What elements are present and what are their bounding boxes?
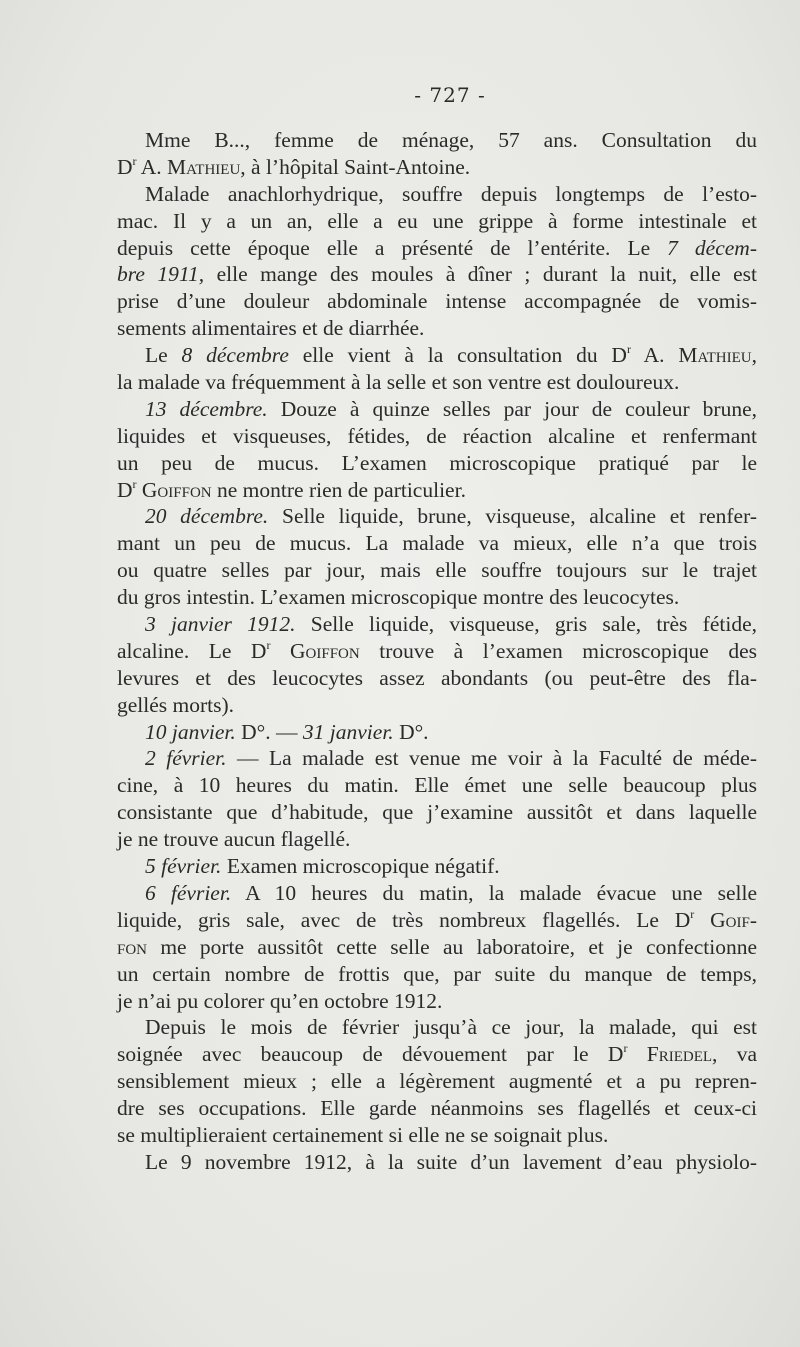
text-segment — [270, 639, 290, 663]
text-line — [117, 934, 757, 961]
superscript: r — [266, 637, 271, 652]
text-line — [117, 315, 757, 342]
text-line — [117, 342, 757, 369]
italic-text: 7 décem- — [667, 235, 757, 260]
small-caps-name: Goiffon — [141, 477, 212, 502]
text-segment: mant un peu de mucus. La malade va mieux, elle n’a que trois — [117, 531, 757, 556]
text-line — [117, 369, 757, 396]
text-line — [117, 611, 757, 638]
text-segment: un peu de mucus. L’examen microscopique pratiqué par le — [117, 450, 757, 475]
text-segment: dre ses occupations. Elle garde néanmoins ses flagellés et ceux-ci — [117, 1096, 757, 1121]
text-segment: trouve à l’examen microscopique des — [359, 638, 758, 663]
superscript: r — [623, 1041, 628, 1056]
text-segment: Douze à quinze selles par jour de couleur brune, — [267, 396, 757, 421]
text-segment: elle vient à la consultation du D — [288, 343, 627, 368]
text-segment: cine, à 10 heures du matin. Elle émet une selle beaucoup plus — [117, 773, 757, 798]
italic-text: 10 janvier. — [145, 719, 236, 744]
text-line — [117, 826, 757, 853]
text-segment: A. — [136, 154, 167, 179]
text-line — [117, 719, 757, 746]
italic-text: 20 décembre. — [145, 504, 269, 529]
text-segment: Le 9 novembre 1912, à la suite d’un lavement d’eau physiolo- — [145, 1149, 757, 1174]
italic-text: 31 janvier. — [302, 719, 394, 744]
text-segment: A 10 heures du matin, la malade évacue une selle — [231, 880, 757, 905]
text-line — [117, 1095, 757, 1122]
text-line — [117, 1122, 757, 1149]
italic-text: 2 février. — [145, 746, 227, 771]
text-line — [117, 853, 757, 880]
text-line — [117, 181, 757, 208]
text-segment: un certain nombre de frottis que, par suite du manque de temps, — [117, 961, 757, 986]
text-line — [117, 880, 757, 907]
superscript: r — [690, 906, 695, 921]
text-segment: — La malade est venue me voir à la Faculté de méde- — [226, 746, 757, 771]
text-line — [117, 127, 757, 154]
superscript: r — [132, 476, 137, 491]
text-line — [117, 799, 757, 826]
text-segment: se multiplieraient certainement si elle ne se soignait plus. — [117, 1122, 609, 1147]
small-caps-name: fon — [117, 934, 148, 959]
superscript: r — [626, 342, 631, 357]
text-segment: sements alimentaires et de diarrhée. — [117, 316, 425, 341]
text-line — [117, 396, 757, 423]
text-line — [117, 288, 757, 315]
text-line — [117, 477, 757, 504]
small-caps-name: Friedel — [646, 1042, 713, 1067]
text-segment: prise d’une douleur abdominale intense accompagnée de vomis- — [117, 289, 757, 314]
text-line — [117, 692, 757, 719]
text-line — [117, 154, 757, 181]
text-line — [117, 503, 757, 530]
italic-text: 3 janvier 1912. — [145, 612, 296, 637]
text-line — [117, 1041, 757, 1068]
text-segment: , — [751, 343, 757, 368]
text-line — [117, 261, 757, 288]
text-segment: sensiblement mieux ; elle a légèrement augmenté et a pu repren- — [117, 1069, 757, 1094]
italic-text: 8 décembre — [181, 343, 289, 368]
text-segment: gellés morts). — [117, 692, 235, 717]
body-text — [117, 127, 757, 1176]
italic-text: 5 février. — [145, 854, 222, 879]
text-segment: D°. — — [235, 719, 303, 744]
text-segment: Depuis le mois de février jusqu’à ce jour, la malade, qui est — [145, 1015, 757, 1040]
text-line — [117, 1014, 757, 1041]
text-line — [117, 961, 757, 988]
text-segment — [694, 908, 710, 932]
text-line — [117, 235, 757, 262]
text-line — [117, 638, 757, 665]
text-line — [117, 208, 757, 235]
text-segment — [627, 1042, 646, 1066]
text-segment: liquides et visqueuses, fétides, de réaction alcaline et renfermant — [117, 423, 757, 448]
small-caps-name: Mathieu — [167, 154, 241, 179]
text-line — [117, 557, 757, 584]
text-line — [117, 450, 757, 477]
text-segment: je n’ai pu colorer qu’en octobre 1912. — [117, 988, 443, 1013]
text-segment: ne montre rien de particulier. — [211, 477, 466, 502]
italic-text: 6 février. — [145, 880, 232, 905]
text-segment: , à l’hôpital Saint-Antoine. — [240, 154, 471, 179]
text-line — [117, 907, 757, 934]
text-line — [117, 1068, 757, 1095]
text-segment: levures et des leucocytes assez abondants (ou peut-être des fla- — [117, 665, 757, 690]
italic-text: 13 décembre. — [145, 396, 268, 421]
italic-text: bre 1911, — [117, 262, 205, 287]
small-caps-name: Mathieu — [678, 343, 752, 368]
superscript: r — [132, 153, 137, 168]
text-segment: Le — [145, 343, 182, 368]
text-segment: du gros intestin. L’examen microscopique montre des leucocytes. — [117, 585, 680, 610]
text-line — [117, 530, 757, 557]
small-caps-name: Goif- — [710, 907, 757, 932]
text-line — [117, 1149, 757, 1176]
text-line — [117, 665, 757, 692]
text-segment: , va — [712, 1042, 758, 1067]
text-line — [117, 988, 757, 1015]
text-segment: Mme B..., femme de ménage, 57 ans. Consultation du — [145, 128, 757, 152]
text-segment: consistante que d’habitude, que j’examine aussitôt et dans laquelle — [117, 800, 757, 825]
text-segment: A. — [630, 343, 679, 368]
text-segment: mac. Il y a un an, elle a eu une grippe à forme intestinale et — [117, 208, 757, 233]
text-segment: Selle liquide, visqueuse, gris sale, très fétide, — [295, 612, 758, 637]
text-segment: Examen microscopique négatif. — [221, 854, 500, 879]
text-segment: ou quatre selles par jour, mais elle souffre toujours sur le trajet — [117, 558, 757, 583]
text-segment: Malade anachlorhydrique, souffre depuis longtemps de l’esto- — [145, 181, 757, 206]
text-segment: alcaline. Le D — [117, 638, 267, 663]
text-segment: soignée avec beaucoup de dévouement par le D — [117, 1042, 624, 1067]
text-segment: depuis cette époque elle a présenté de l’entérite. Le — [117, 235, 668, 260]
text-segment: D — [117, 477, 133, 502]
text-line — [117, 423, 757, 450]
text-segment: D°. — [393, 719, 429, 744]
text-line — [117, 745, 757, 772]
text-segment: la malade va fréquemment à la selle et son ventre est douloureux. — [117, 370, 680, 395]
text-segment: je ne trouve aucun flagellé. — [117, 827, 351, 852]
text-segment: D — [117, 154, 133, 179]
text-line — [117, 584, 757, 611]
small-caps-name: Goiffon — [290, 638, 360, 663]
text-segment: me porte aussitôt cette selle au laboratoire, et je confectionne — [147, 934, 757, 959]
text-segment: liquide, gris sale, avec de très nombreux flagellés. Le D — [117, 907, 691, 932]
page-number: - 727 - — [414, 83, 486, 107]
text-segment: Selle liquide, brune, visqueuse, alcaline et renfer- — [268, 504, 757, 529]
text-segment: elle mange des moules à dîner ; durant la nuit, elle est — [204, 262, 757, 287]
text-line — [117, 772, 757, 799]
